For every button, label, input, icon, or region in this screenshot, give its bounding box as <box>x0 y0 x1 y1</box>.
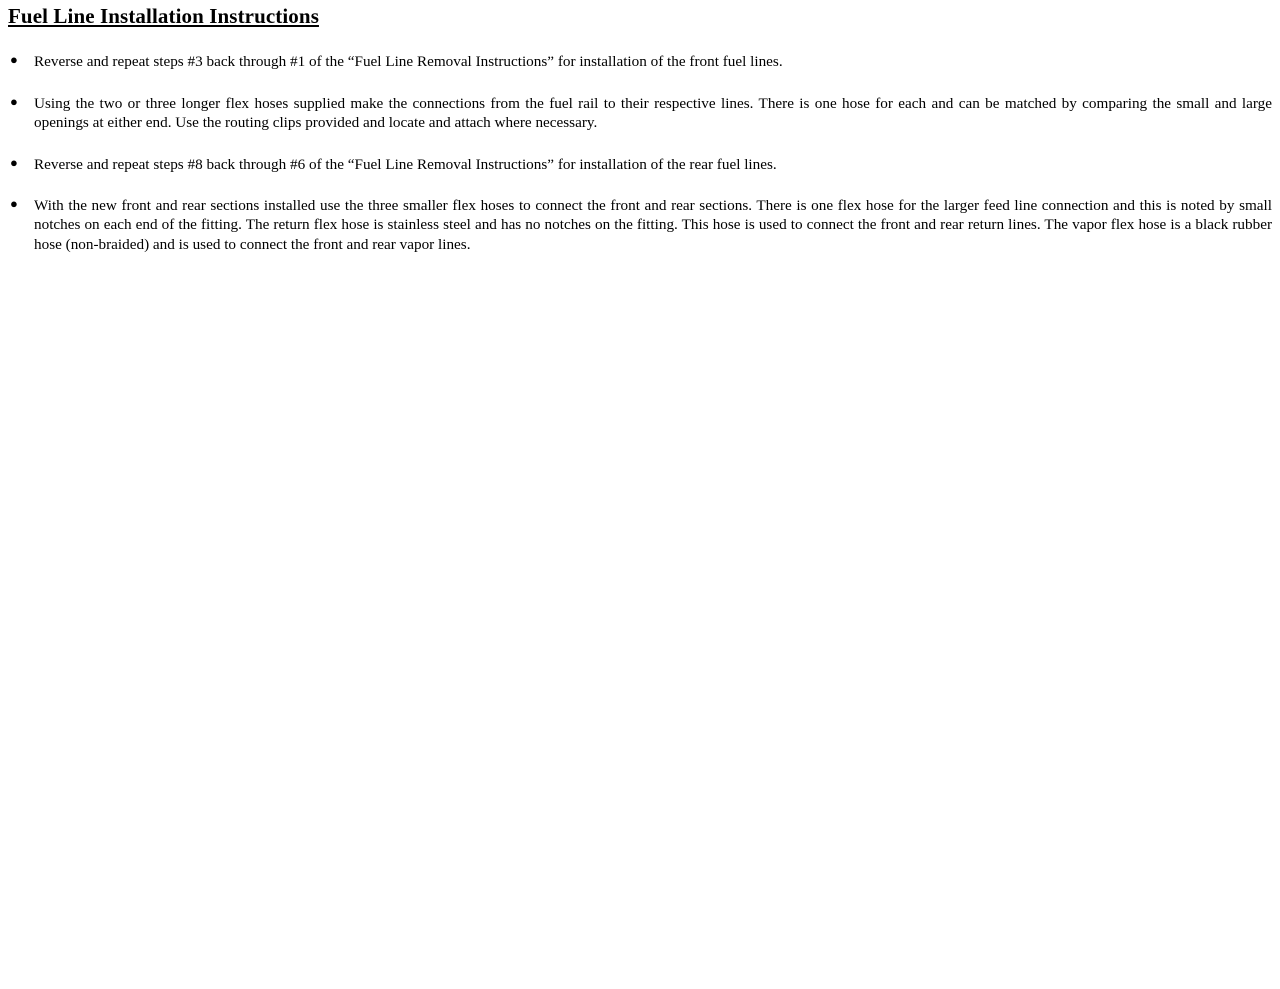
list-item <box>0 52 1280 71</box>
instruction-list <box>0 52 1280 254</box>
bullet-icon: ● <box>10 52 18 68</box>
bullet-icon: ● <box>10 93 18 109</box>
list-item-text: Reverse and repeat steps #8 back through #6 of the “Fuel Line Removal Instructions” for installation of the rear fuel lines. <box>34 155 777 173</box>
bullet-icon: ● <box>10 154 18 170</box>
page-title: Fuel Line Installation Instructions <box>8 4 319 28</box>
list-item <box>0 196 1280 254</box>
list-item-text: Reverse and repeat steps #3 back through #1 of the “Fuel Line Removal Instructions” for installation of the front fuel lines. <box>34 53 783 71</box>
list-item <box>0 94 1280 133</box>
bullet-icon: ● <box>10 195 18 211</box>
list-item-text: With the new front and rear sections installed use the three smaller flex hoses to connect the front and rear sections. There is one flex hose for the larger feed line connection and this is noted by small notches on each end of the fitting. The return flex hose is stainless steel and has no notches on the fitting. This hose is used to connect the front and rear return lines. The vapor flex hose is a black rubber hose (non-braided) and is used to connect the front and rear vapor lines. <box>34 196 1272 253</box>
list-item-text: Using the two or three longer flex hoses supplied make the connections from the fuel rail to their respective lines. There is one hose for each and can be matched by comparing the small and large openings at either end. Use the routing clips provided and locate and attach where necessary. <box>34 94 1272 132</box>
list-item <box>0 155 1280 174</box>
